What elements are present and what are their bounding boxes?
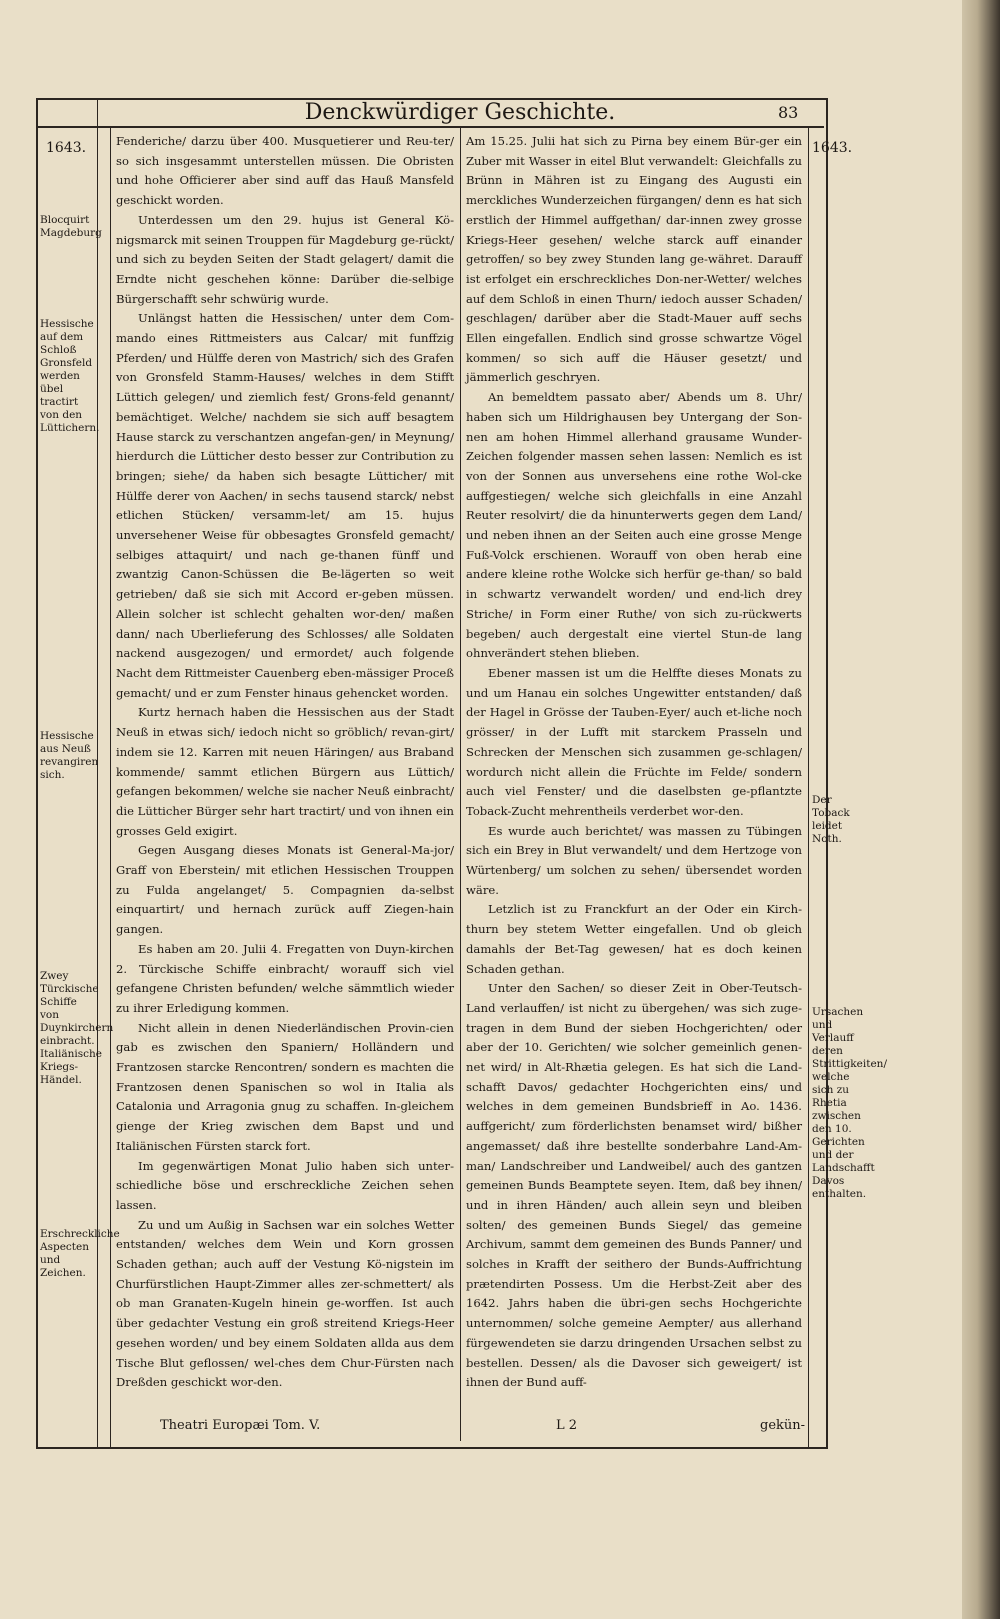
paragraph: Unter den Sachen/ so dieser Zeit in Ober-Teutsch-Land verlauffen/ ist nicht zu übergehen/ was sich zuge-tragen in dem Bund der sieben Hochgerichten/ oder aber der 10. Gerichten/ wie solcher gemeinlich genen-net wird/ in Alt-Rhætia gelegen. Es hat sich die Land-schafft Davos/ gedachter Hochgerichten eins/ und welches in dem gemeinen Bundsbrieff in Ao. 1436. auffgericht/ zum förderlichsten benamset wird/ bißher angemasset/ daß ihre bestellte sonderbahre Land-Am-man/ Landschreiber und Landweibel/ auch des gantzen gemeinen Bunds Beamptete seyen. Item, daß bey ihnen/ und in ihren Händen/ auch allein seyn und bleiben solten/ des gemeinen Bunds Siegel/ das gemeine Archivum, sammt dem gemeinen des Bunds Panner/ und solches in Krafft der seithero der Bunds-Auffrichtung prætendirten Possess. Um die Herbst-Zeit aber des 1642. Jahrs haben die übri-gen sechs Hochgerichte unternommen/ solche gemeine Aempter/ aus allerhand fürgewendeten sie darzu dringenden Ursachen selbst zu bestellen. Dessen/ als die Davoser sich geweigert/ ist ihnen der Bund auff- — [466, 981, 802, 1390]
column-divider — [460, 126, 461, 1441]
right-column — [466, 132, 802, 1393]
paragraph: Ebener massen ist um die Helffte dieses Monats zu und um Hanau ein solches Ungewitter entstanden/ daß der Hagel in Grösse der Tauben-Eyer/ auch et-liche noch grösser/ in der Lufft mit starckem Prasseln und Schrecken der Menschen sich zusammen ge-schlagen/ wordurch nicht allein die Früchte im Felde/ sondern auch viel Fenster/ und die daselbsten ge-pflantzte Toback-Zucht mehrentheils verderbet wor-den. — [466, 665, 802, 818]
paragraph: Es haben am 20. Julii 4. Fregatten von Duyn-kirchen 2. Türckische Schiffe einbracht/ worauff sich viel gefangene Christen befunden/ welche sämmtlich wieder zu ihrer Erledigung kommen. — [116, 941, 454, 1015]
paragraph: An bemeldtem passato aber/ Abends um 8. Uhr/ haben sich um Hildrighausen bey Untergang der Son-nen am hohen Himmel allerhand grausame Wunder-Zeichen folgender massen sehen lassen: Nemlich es ist von der Sonnen aus unversehens eine rothe Wol-cke auffgestiegen/ welche sich gleichfalls in eine Anzahl Reuter resolvirt/ die da hinunterwerts gegen dem Land/ und neben ihnen an der Seiten auch eine grosse Menge Fuß-Volck erschienen. Worauff von oben herab eine andere kleine rothe Wolcke sich herfür ge-than/ so bald in schwartz verwandelt worden/ und end-lich drey Striche/ in Form einer Ruthe/ von sich zu-rückwerts begeben/ auch dergestalt eine viertel Stun-de lang ohnverändert stehen blieben. — [466, 390, 802, 661]
paragraph: Gegen Ausgang dieses Monats ist General-Ma-jor/ Graff von Eberstein/ mit etlichen Hessischen Trouppen zu Fulda angelanget/ 5. Compagnien da-selbst einquartirt/ und hernach zurück auff Ziegen-hain gangen. — [116, 843, 454, 937]
left-column-rule — [110, 126, 111, 1447]
page-number: 83 — [778, 103, 799, 122]
footer-title: Theatri Europæi Tom. V. — [160, 1418, 321, 1433]
margin-note: Italiänische Kriegs-Händel. — [40, 1048, 102, 1086]
margin-note: Der Toback leidet Noth. — [812, 794, 850, 845]
margin-note: Zwey Türckische Schiffe von Duynkirchern einbracht. — [40, 970, 114, 1047]
left-margin-rule — [97, 98, 98, 1447]
margin-note: Blocquirt Magdeburg — [40, 214, 102, 239]
catchword: gekün- — [760, 1418, 806, 1433]
margin-note: Ursachen und Verlauff deren Strittigkeiten/ welche sich zu Rhetia zwischen den 10. Gerichten und der Landschafft Davos enthalten. — [812, 1006, 887, 1200]
right-margin-rule — [808, 126, 809, 1447]
paragraph: Fenderiche/ darzu über 400. Musquetierer und Reu-ter/ so sich insgesammt unterstellen müssen. Die Obristen und hohe Officierer aber sind auff das Hauß Mansfeld geschickt worden. — [116, 134, 454, 208]
paragraph: Zu und um Außig in Sachsen war ein solches Wetter entstanden/ welches dem Wein und Korn grossen Schaden gethan; auch auff der Vestung Kö-nigstein im Churfürstlichen Haupt-Zimmer alles zer-schmettert/ als ob man Granaten-Kugeln hinein ge-worffen. Ist auch über gedachter Vestung ein groß streitend Kriegs-Heer gesehen worden/ und bey einem Soldaten allda aus dem Tische Blut geflossen/ wel-ches dem Chur-Fürsten nach Dreßden geschickt wor-den. — [116, 1217, 454, 1390]
paragraph: Letzlich ist zu Franckfurt an der Oder ein Kirch-thurn bey stetem Wetter eingefallen. Und ob gleich damahls der Bet-Tag gewesen/ hat es doch keinen Schaden gethan. — [466, 902, 802, 976]
paragraph: Es wurde auch berichtet/ was massen zu Tübingen sich ein Brey in Blut verwandelt/ und dem Hertzoge von Würtenberg/ um solchen zu sehen/ übersendet worden wäre. — [466, 823, 802, 897]
paragraph: Unlängst hatten die Hessischen/ unter dem Com-mando eines Rittmeisters aus Calcar/ mit funffzig Pferden/ und Hülffe deren von Mastrich/ sich des Grafen von Gronsfeld Stamm-Hauses/ welches in dem Stifft Lüttich gelegen/ und ziemlich fest/ Grons-feld genannt/ bemächtiget. Welche/ nachdem sie sich auff besagtem Hause starck zu verschantzen angefan-gen/ in Meynung/ hierdurch die Lütticher desto besser zur Contribution zu bringen; siehe/ da haben sich besagte Lütticher/ mit Hülffe derer von Aachen/ in sechs tausend starck/ nebst etlichen Stücken/ versamm-let/ am 15. hujus unversehener Weise für obbesagtes Gronsfeld gemacht/ selbiges attaquirt/ und nach ge-thanen fünff und zwantzig Canon-Schüssen die Be-lägerten so weit getrieben/ daß sie sich mit Accord er-geben müssen. Allein solcher ist schlecht gehalten wor-den/ maßen dann/ nach Uberlieferung des Schlosses/ alle Soldaten nackend ausgezogen/ und ermordet/ auch folgende Nacht dem Rittmeister Cauenberg eben-mässiger Proceß gemacht/ und er zum Fenster hinaus gehencket worden. — [116, 311, 454, 700]
year-left: 1643. — [46, 140, 87, 156]
paragraph: Kurtz hernach haben die Hessischen aus der Stadt Neuß in etwas sich/ iedoch nicht so gröblich/ revan-girt/ indem sie 12. Karren mit neuen Häringen/ aus Braband kommende/ sammt etlichen Bürgern aus Lüttich/ gefangen bekommen/ welche sie nacher Neuß einbracht/ die Lütticher Bürger sehr hart tractirt/ und von ihnen ein grosses Geld exigirt. — [116, 705, 454, 838]
signature-mark: L 2 — [556, 1418, 578, 1433]
left-column — [116, 132, 454, 1393]
paragraph: Unterdessen um den 29. hujus ist General Kö-nigsmarck mit seinen Trouppen für Magdeburg ge-rückt/ und sich zu beyden Seiten der Stadt gelagert/ damit die Erndte nicht geschehen könne: Darüber die-selbige Bürgerschafft sehr schwürig wurde. — [116, 212, 454, 306]
margin-note: Erschreckliche Aspecten und Zeichen. — [40, 1228, 120, 1279]
margin-note: Hessische auf dem Schloß Gronsfeld werden übel tractirt von den Lüttichern. — [40, 318, 100, 434]
page-edge — [962, 0, 1000, 1619]
paragraph: Nicht allein in denen Niederländischen Provin-cien gab es zwischen den Spaniern/ Holländern und Frantzosen starcke Rencontren/ sondern es machten die Frantzosen denen Spanischen so wol in Italia als Catalonia und Arragonia gnug zu schaffen. In-gleichem gienge der Krieg zwischen dem Bapst und und Italiänischen Fürsten starck fort. — [116, 1020, 454, 1153]
running-title: Denckwürdiger Geschichte. — [304, 100, 616, 125]
year-right: 1643. — [812, 140, 853, 156]
margin-note: Hessische aus Neuß revangiren sich. — [40, 730, 99, 781]
paragraph: Im gegenwärtigen Monat Julio haben sich unter-schiedliche böse und erschreckliche Zeichen sehen lassen. — [116, 1158, 454, 1212]
paragraph: Am 15.25. Julii hat sich zu Pirna bey einem Bür-ger ein Zuber mit Wasser in eitel Blut verwandelt: Gleichfalls zu Brünn in Mähren ist zu Eingang des Augusti ein merckliches Wunderzeichen fürgangen/ denn es hat sich erstlich der Himmel auffgethan/ dar-innen zwey grosse Kriegs-Heer gesehen/ welche starck auff einander getroffen/ so bey zwey Stunden lang ge-währet. Darauff ist erfolget ein erschreckliches Don-ner-Wetter/ welches auf dem Schloß in einen Thurn/ iedoch ausser Schaden/ geschlagen/ darüber aber die Stadt-Mauer auff sechs Ellen eingefallen. Endlich sind grosse schwartze Vögel kommen/ so sich auff die Häuser gesetzt/ und jämmerlich geschryen. — [466, 134, 802, 385]
header-rule — [36, 126, 824, 128]
